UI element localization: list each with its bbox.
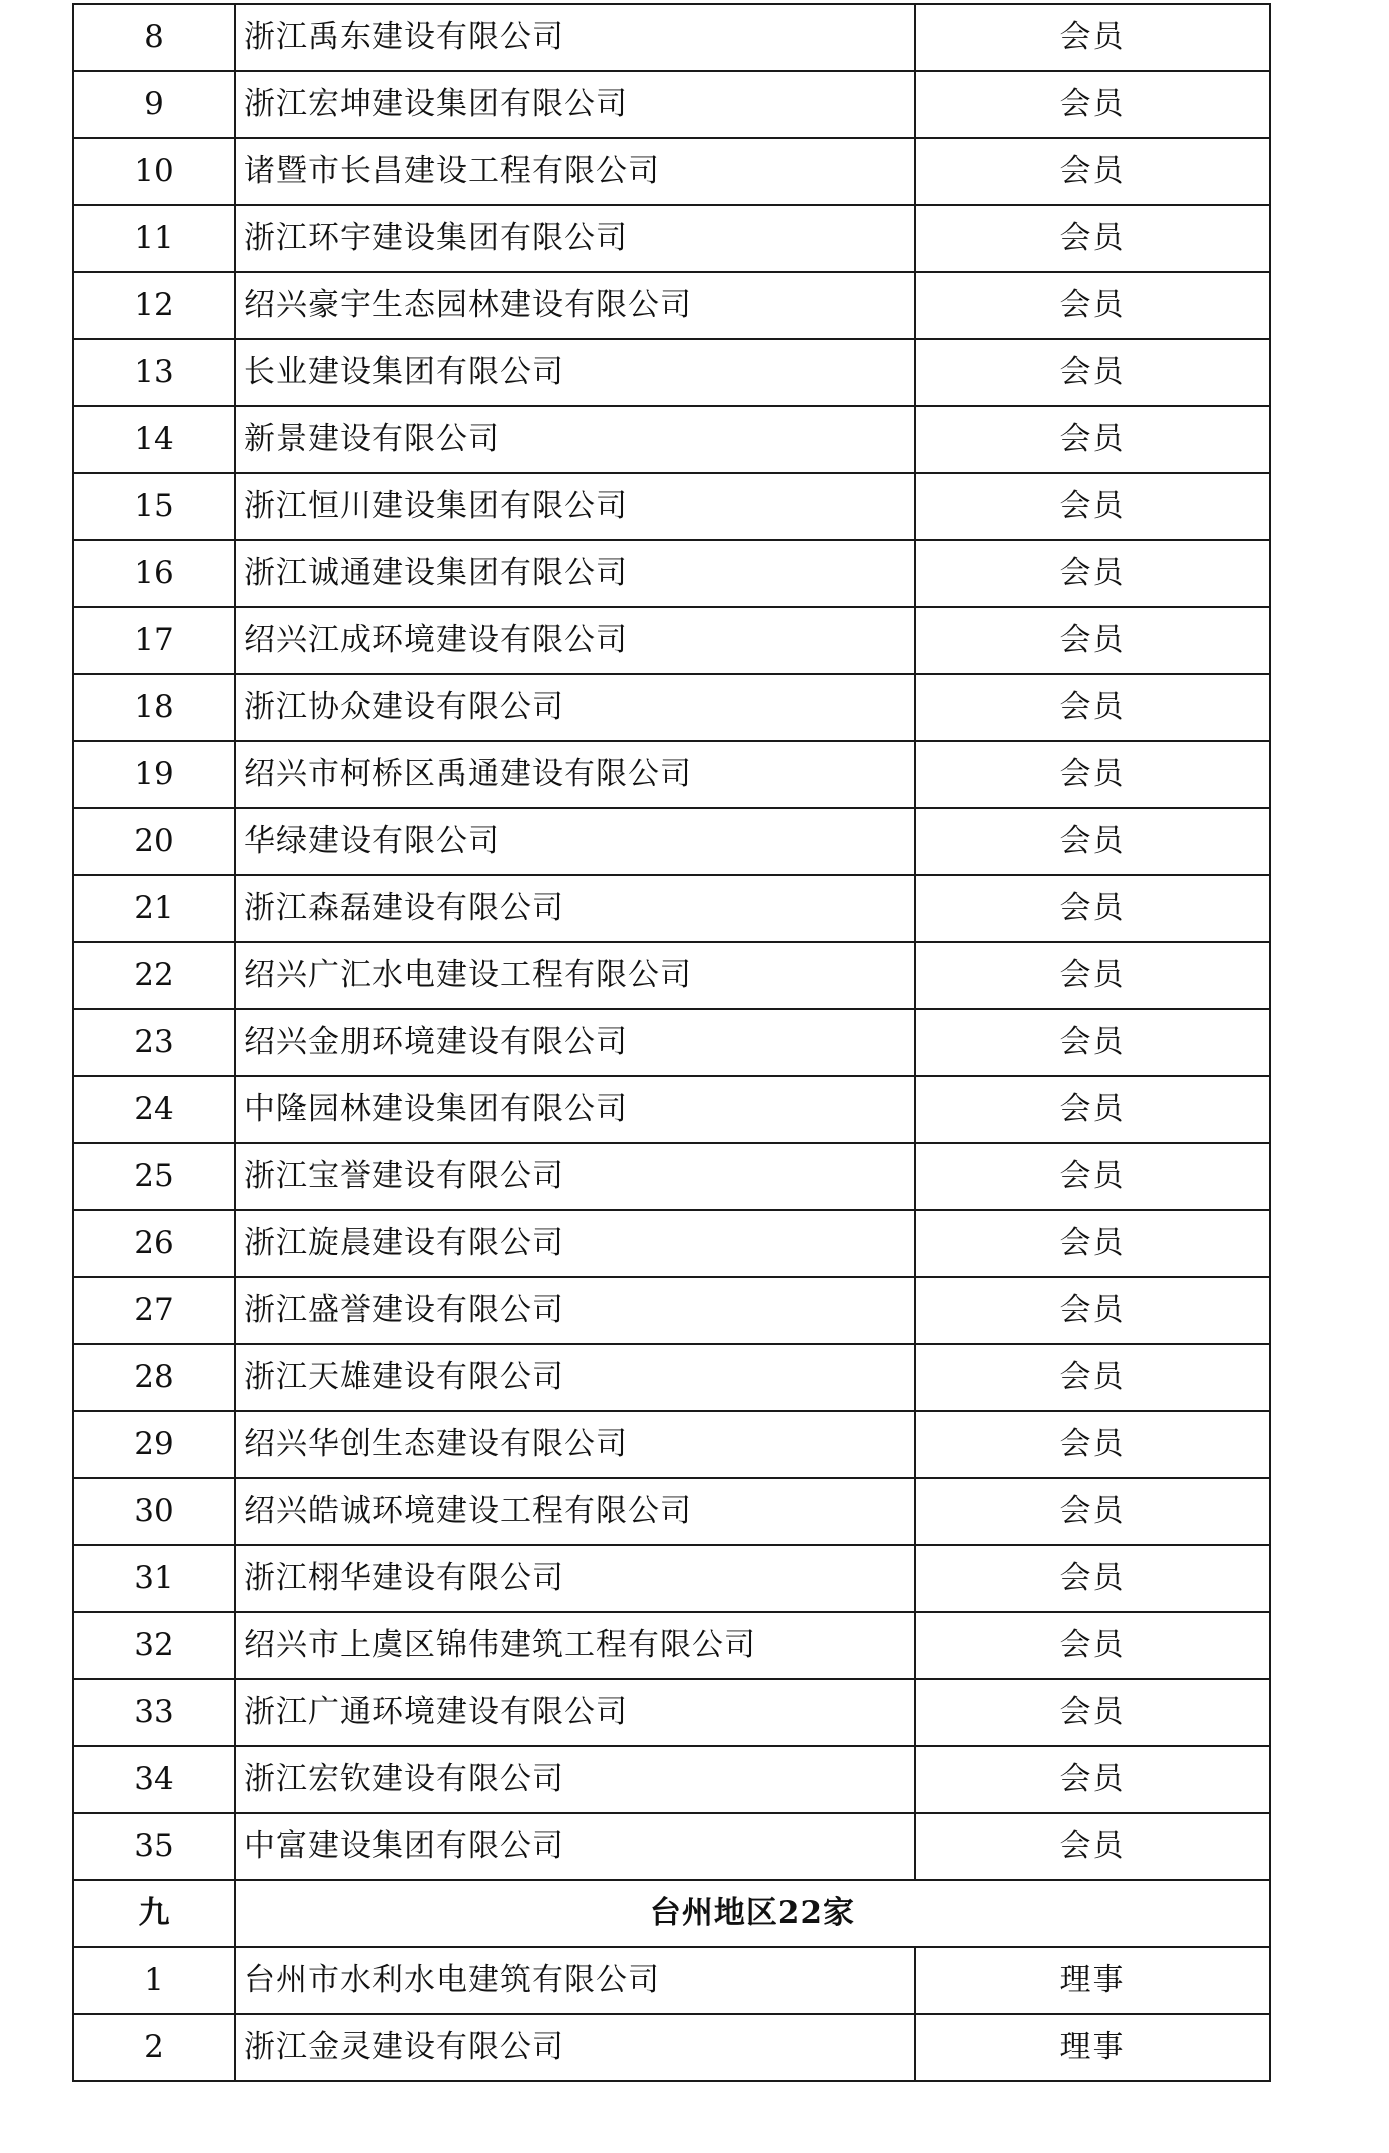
row-number: 17 (73, 607, 235, 674)
member-role: 会员 (915, 808, 1270, 875)
row-number: 33 (73, 1679, 235, 1746)
shaoxing-table-row (73, 1679, 1270, 1746)
company-name: 浙江恒川建设集团有限公司 (235, 473, 915, 540)
company-name: 浙江盛誉建设有限公司 (235, 1277, 915, 1344)
shaoxing-table-row (73, 71, 1270, 138)
company-name: 绍兴金朋环境建设有限公司 (235, 1009, 915, 1076)
member-role: 会员 (915, 4, 1270, 71)
company-name: 浙江天雄建设有限公司 (235, 1344, 915, 1411)
member-role: 会员 (915, 1210, 1270, 1277)
company-name: 浙江金灵建设有限公司 (235, 2014, 915, 2081)
row-number: 23 (73, 1009, 235, 1076)
member-role: 会员 (915, 1478, 1270, 1545)
member-role: 会员 (915, 1411, 1270, 1478)
company-name: 浙江广通环境建设有限公司 (235, 1679, 915, 1746)
shaoxing-table-row (73, 406, 1270, 473)
shaoxing-table-row (73, 339, 1270, 406)
row-number: 16 (73, 540, 235, 607)
row-number: 25 (73, 1143, 235, 1210)
shaoxing-table-row (73, 4, 1270, 71)
company-name: 绍兴皓诚环境建设工程有限公司 (235, 1478, 915, 1545)
taizhou-table-row (73, 1947, 1270, 2014)
row-number: 26 (73, 1210, 235, 1277)
shaoxing-table-row (73, 205, 1270, 272)
shaoxing-table-row (73, 1210, 1270, 1277)
member-role: 会员 (915, 1344, 1270, 1411)
member-role: 会员 (915, 942, 1270, 1009)
row-number: 30 (73, 1478, 235, 1545)
row-number: 1 (73, 1947, 235, 2014)
company-name: 浙江宝誉建设有限公司 (235, 1143, 915, 1210)
shaoxing-table-row (73, 1478, 1270, 1545)
shaoxing-table-row (73, 674, 1270, 741)
shaoxing-table-row (73, 1813, 1270, 1880)
section-header-row (73, 1880, 1270, 1947)
row-number: 18 (73, 674, 235, 741)
member-table-body (73, 4, 1270, 2081)
company-name: 中隆园林建设集团有限公司 (235, 1076, 915, 1143)
row-number: 31 (73, 1545, 235, 1612)
shaoxing-table-row (73, 1612, 1270, 1679)
member-role: 会员 (915, 71, 1270, 138)
company-name: 绍兴市柯桥区禹通建设有限公司 (235, 741, 915, 808)
member-role: 会员 (915, 1545, 1270, 1612)
row-number: 28 (73, 1344, 235, 1411)
member-role: 会员 (915, 1009, 1270, 1076)
row-number: 24 (73, 1076, 235, 1143)
company-name: 新景建设有限公司 (235, 406, 915, 473)
row-number: 15 (73, 473, 235, 540)
company-name: 浙江诚通建设集团有限公司 (235, 540, 915, 607)
row-number: 35 (73, 1813, 235, 1880)
row-number: 22 (73, 942, 235, 1009)
member-role: 会员 (915, 473, 1270, 540)
company-name: 浙江栩华建设有限公司 (235, 1545, 915, 1612)
company-name: 浙江宏钦建设有限公司 (235, 1746, 915, 1813)
shaoxing-table-row (73, 272, 1270, 339)
row-number: 13 (73, 339, 235, 406)
row-number: 12 (73, 272, 235, 339)
shaoxing-table-row (73, 808, 1270, 875)
member-role: 会员 (915, 272, 1270, 339)
row-number: 2 (73, 2014, 235, 2081)
company-name: 诸暨市长昌建设工程有限公司 (235, 138, 915, 205)
shaoxing-table-row (73, 1076, 1270, 1143)
company-name: 绍兴华创生态建设有限公司 (235, 1411, 915, 1478)
company-name: 浙江协众建设有限公司 (235, 674, 915, 741)
row-number: 21 (73, 875, 235, 942)
section-title: 台州地区22家 (235, 1880, 1270, 1947)
company-name: 绍兴广汇水电建设工程有限公司 (235, 942, 915, 1009)
row-number: 9 (73, 71, 235, 138)
shaoxing-table-row (73, 1143, 1270, 1210)
shaoxing-table-row (73, 875, 1270, 942)
company-name: 浙江宏坤建设集团有限公司 (235, 71, 915, 138)
taizhou-table-row (73, 2014, 1270, 2081)
member-role: 会员 (915, 1143, 1270, 1210)
company-name: 长业建设集团有限公司 (235, 339, 915, 406)
member-role: 会员 (915, 875, 1270, 942)
member-role: 会员 (915, 1612, 1270, 1679)
shaoxing-table-row (73, 473, 1270, 540)
shaoxing-table-row (73, 607, 1270, 674)
shaoxing-table-row (73, 741, 1270, 808)
company-name: 华绿建设有限公司 (235, 808, 915, 875)
row-number: 20 (73, 808, 235, 875)
shaoxing-table-row (73, 942, 1270, 1009)
company-name: 浙江森磊建设有限公司 (235, 875, 915, 942)
member-role: 会员 (915, 1813, 1270, 1880)
shaoxing-table-row (73, 1277, 1270, 1344)
row-number: 27 (73, 1277, 235, 1344)
member-role: 理事 (915, 2014, 1270, 2081)
shaoxing-table-row (73, 540, 1270, 607)
shaoxing-table-row (73, 1344, 1270, 1411)
member-role: 会员 (915, 741, 1270, 808)
row-number: 32 (73, 1612, 235, 1679)
member-role: 理事 (915, 1947, 1270, 2014)
company-name: 绍兴市上虞区锦伟建筑工程有限公司 (235, 1612, 915, 1679)
member-role: 会员 (915, 1679, 1270, 1746)
row-number: 8 (73, 4, 235, 71)
row-number: 29 (73, 1411, 235, 1478)
row-number: 10 (73, 138, 235, 205)
shaoxing-table-row (73, 1545, 1270, 1612)
member-role: 会员 (915, 674, 1270, 741)
member-role: 会员 (915, 1076, 1270, 1143)
company-name: 中富建设集团有限公司 (235, 1813, 915, 1880)
member-role: 会员 (915, 607, 1270, 674)
company-name: 台州市水利水电建筑有限公司 (235, 1947, 915, 2014)
member-role: 会员 (915, 1746, 1270, 1813)
shaoxing-table-row (73, 1746, 1270, 1813)
member-table (72, 3, 1271, 2082)
company-name: 浙江环宇建设集团有限公司 (235, 205, 915, 272)
member-role: 会员 (915, 339, 1270, 406)
row-number: 11 (73, 205, 235, 272)
section-number: 九 (73, 1880, 235, 1947)
company-name: 绍兴江成环境建设有限公司 (235, 607, 915, 674)
member-role: 会员 (915, 205, 1270, 272)
member-role: 会员 (915, 406, 1270, 473)
company-name: 浙江旋晨建设有限公司 (235, 1210, 915, 1277)
shaoxing-table-row (73, 1411, 1270, 1478)
company-name: 浙江禹东建设有限公司 (235, 4, 915, 71)
member-role: 会员 (915, 540, 1270, 607)
row-number: 34 (73, 1746, 235, 1813)
row-number: 14 (73, 406, 235, 473)
shaoxing-table-row (73, 138, 1270, 205)
member-role: 会员 (915, 1277, 1270, 1344)
member-role: 会员 (915, 138, 1270, 205)
shaoxing-table-row (73, 1009, 1270, 1076)
row-number: 19 (73, 741, 235, 808)
company-name: 绍兴豪宇生态园林建设有限公司 (235, 272, 915, 339)
